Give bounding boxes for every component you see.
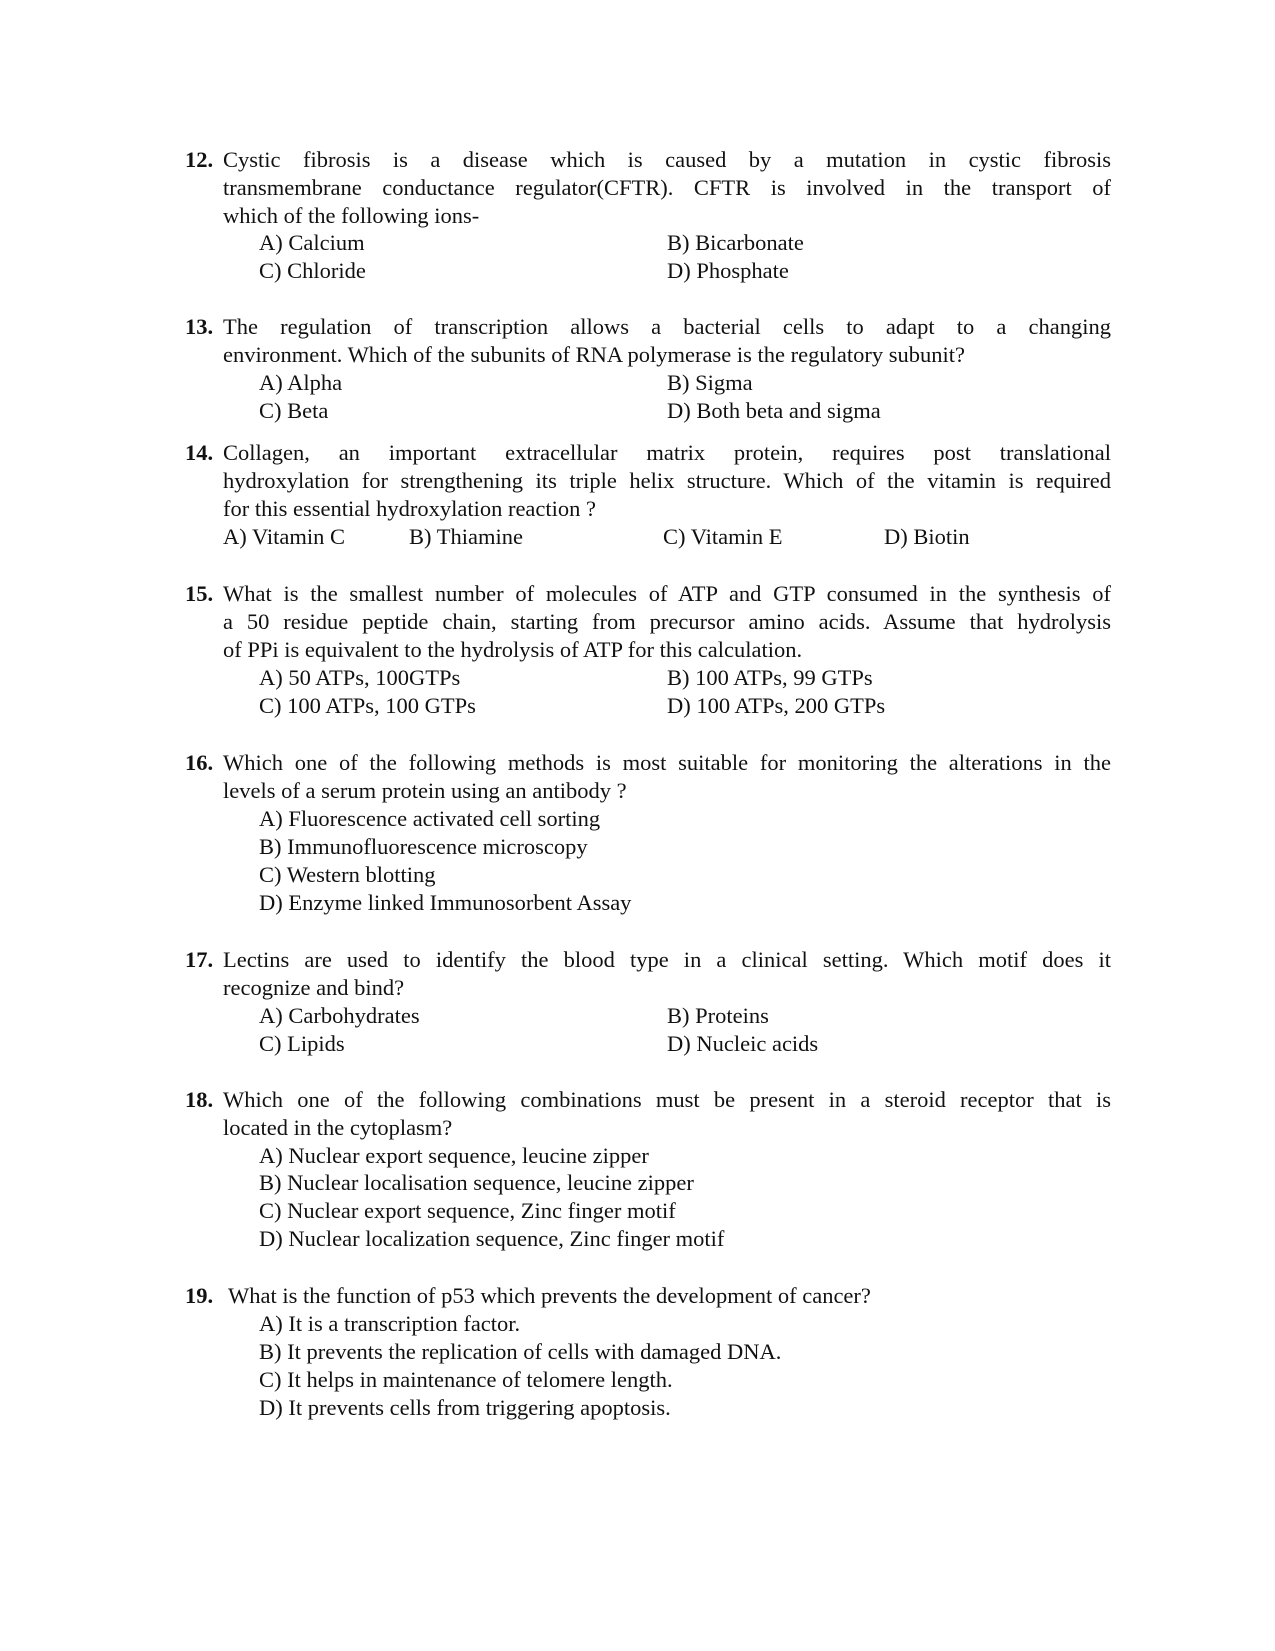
option-b: B) It prevents the replication of cells with damaged DNA. (259, 1339, 782, 1364)
option-a: A) Alpha (259, 370, 343, 395)
question-text-line: which of the following ions- (223, 203, 480, 228)
option-d: D) Phosphate (667, 258, 789, 283)
option-a: A) Carbohydrates (259, 1003, 420, 1028)
question-number: 16. (185, 750, 214, 775)
option-c: C) Lipids (259, 1031, 345, 1056)
option-c: C) Western blotting (259, 862, 436, 887)
option-c: C) 100 ATPs, 100 GTPs (259, 693, 476, 718)
option-a: A) Nuclear export sequence, leucine zipper (259, 1143, 649, 1168)
question-text-line: recognize and bind? (223, 975, 405, 1000)
option-b: B) Sigma (667, 370, 753, 395)
question-number: 19. (185, 1283, 214, 1308)
question-text-line: located in the cytoplasm? (223, 1115, 453, 1140)
question-text-line: environment. Which of the subunits of RNA polymerase is the regulatory subunit? (223, 342, 965, 367)
question-text-line: What is the function of p53 which prevents the development of cancer? (228, 1283, 871, 1308)
option-b: B) 100 ATPs, 99 GTPs (667, 665, 873, 690)
option-d: D) Nuclear localization sequence, Zinc finger motif (259, 1226, 725, 1251)
question-text-line: What is the smallest number of molecules of ATP and GTP consumed in the synthesis of (223, 581, 1111, 606)
option-d: D) Nucleic acids (667, 1031, 819, 1056)
option-b: B) Thiamine (409, 524, 523, 549)
question-number: 12. (185, 147, 214, 172)
question-text-line: hydroxylation for strengthening its triple helix structure. Which of the vitamin is required (223, 468, 1111, 493)
question-text-line: The regulation of transcription allows a bacterial cells to adapt to a changing (223, 314, 1111, 339)
question-text-line: Cystic fibrosis is a disease which is caused by a mutation in cystic fibrosis (223, 147, 1111, 172)
option-d: D) 100 ATPs, 200 GTPs (667, 693, 886, 718)
option-a: A) 50 ATPs, 100GTPs (259, 665, 461, 690)
option-b: B) Immunofluorescence microscopy (259, 834, 588, 859)
option-d: D) Both beta and sigma (667, 398, 881, 423)
question-number: 13. (185, 314, 214, 339)
question-number: 14. (185, 440, 214, 465)
question-text-line: transmembrane conductance regulator(CFTR). CFTR is involved in the transport of (223, 175, 1111, 200)
option-d: D) It prevents cells from triggering apoptosis. (259, 1395, 671, 1420)
option-a: A) Fluorescence activated cell sorting (259, 806, 601, 831)
option-a: A) Calcium (259, 230, 365, 255)
option-b: B) Nuclear localisation sequence, leucine zipper (259, 1170, 694, 1195)
question-number: 17. (185, 947, 214, 972)
option-c: C) Beta (259, 398, 329, 423)
question-number: 15. (185, 581, 214, 606)
option-d: D) Biotin (884, 524, 970, 549)
question-number: 18. (185, 1087, 214, 1112)
question-text-line: Which one of the following combinations must be present in a steroid receptor that is (223, 1087, 1111, 1112)
question-text-line: of PPi is equivalent to the hydrolysis of ATP for this calculation. (223, 637, 803, 662)
question-text-line: a 50 residue peptide chain, starting from precursor amino acids. Assume that hydrolysis (223, 609, 1111, 634)
option-a: A) Vitamin C (223, 524, 345, 549)
option-c: C) It helps in maintenance of telomere length. (259, 1367, 673, 1392)
option-c: C) Nuclear export sequence, Zinc finger motif (259, 1198, 676, 1223)
option-b: B) Bicarbonate (667, 230, 804, 255)
question-text-line: Collagen, an important extracellular matrix protein, requires post translational (223, 440, 1111, 465)
option-c: C) Chloride (259, 258, 366, 283)
question-text-line: Which one of the following methods is most suitable for monitoring the alterations in the (223, 750, 1111, 775)
option-a: A) It is a transcription factor. (259, 1311, 521, 1336)
question-text-line: levels of a serum protein using an antibody ? (223, 778, 627, 803)
option-b: B) Proteins (667, 1003, 769, 1028)
option-c: C) Vitamin E (663, 524, 783, 549)
option-d: D) Enzyme linked Immunosorbent Assay (259, 890, 632, 915)
question-text-line: Lectins are used to identify the blood type in a clinical setting. Which motif does it (223, 947, 1111, 972)
question-text-line: for this essential hydroxylation reaction ? (223, 496, 597, 521)
